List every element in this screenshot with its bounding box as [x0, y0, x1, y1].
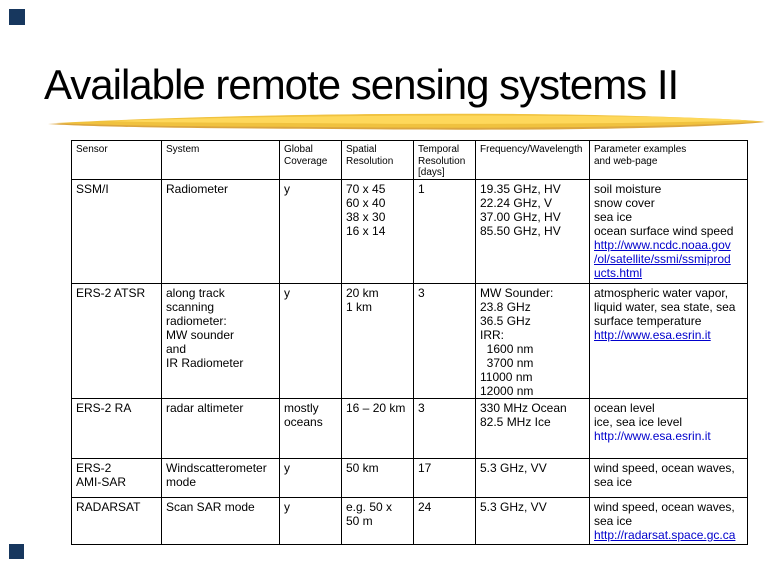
- header-cell-temporal-resolution: Temporal Resolution [days]: [414, 141, 476, 180]
- cell-sensor: ERS-2 ATSR: [72, 283, 162, 398]
- cell-frequency-wavelength: MW Sounder: 23.8 GHz 36.5 GHz IRR: 1600 nm 3700 nm 11000 nm 12000 nm: [476, 283, 590, 398]
- header-cell-parameters: Parameter examples and web-page: [590, 141, 748, 180]
- cell-temporal-resolution: 3: [414, 398, 476, 458]
- header-cell-global-coverage: Global Coverage: [280, 141, 342, 180]
- cell-parameters: atmospheric water vapor, liquid water, sea state, sea surface temperature http://www.esa.esrin.it: [590, 283, 748, 398]
- cell-sensor: SSM/I: [72, 179, 162, 283]
- corner-square-bottom-left: [9, 544, 24, 559]
- cell-parameters: ocean level ice, sea ice level http://www.esa.esrin.it: [590, 398, 748, 458]
- table-row: [72, 179, 748, 283]
- header-cell-frequency-wavelength: Frequency/Wavelength: [476, 141, 590, 180]
- cell-parameters: soil moisture snow cover sea ice ocean surface wind speed http://www.ncdc.noaa.gov /ol/satellite/ssmi/ssmiprod ucts.html: [590, 179, 748, 283]
- cell-global-coverage: y: [280, 179, 342, 283]
- table-row: [72, 398, 748, 458]
- cell-frequency-wavelength: 19.35 GHz, HV 22.24 GHz, V 37.00 GHz, HV 85.50 GHz, HV: [476, 179, 590, 283]
- table-header-row: [72, 141, 748, 180]
- cell-spatial-resolution: 16 – 20 km: [342, 398, 414, 458]
- cell-sensor: RADARSAT: [72, 497, 162, 544]
- table-row: [72, 497, 748, 544]
- cell-system: along track scanning radiometer: MW sounder and IR Radiometer: [162, 283, 280, 398]
- cell-spatial-resolution: 70 x 45 60 x 40 38 x 30 16 x 14: [342, 179, 414, 283]
- cell-parameters: wind speed, ocean waves, sea ice: [590, 458, 748, 497]
- cell-system: Windscatterometer mode: [162, 458, 280, 497]
- cell-system: radar altimeter: [162, 398, 280, 458]
- cell-frequency-wavelength: 330 MHz Ocean 82.5 MHz Ice: [476, 398, 590, 458]
- cell-temporal-resolution: 1: [414, 179, 476, 283]
- cell-global-coverage: y: [280, 497, 342, 544]
- cell-spatial-resolution: 20 km 1 km: [342, 283, 414, 398]
- cell-sensor: ERS-2 RA: [72, 398, 162, 458]
- cell-system: Radiometer: [162, 179, 280, 283]
- web-link[interactable]: http://radarsat.space.gc.ca: [594, 527, 736, 542]
- cell-global-coverage: y: [280, 458, 342, 497]
- cell-spatial-resolution: 50 km: [342, 458, 414, 497]
- header-cell-spatial-resolution: Spatial Resolution: [342, 141, 414, 180]
- table-row: [72, 283, 748, 398]
- cell-global-coverage: mostly oceans: [280, 398, 342, 458]
- slide-title: Available remote sensing systems II: [44, 61, 679, 108]
- table-body: [72, 179, 748, 544]
- web-link[interactable]: http://www.esa.esrin.it: [594, 327, 711, 342]
- sensor-systems-table: [71, 140, 748, 545]
- header-cell-system: System: [162, 141, 280, 180]
- cell-global-coverage: y: [280, 283, 342, 398]
- header-cell-sensor: Sensor: [72, 141, 162, 180]
- web-link[interactable]: http://www.esa.esrin.it: [594, 428, 711, 443]
- cell-spatial-resolution: e.g. 50 x 50 m: [342, 497, 414, 544]
- cell-temporal-resolution: 24: [414, 497, 476, 544]
- cell-sensor: ERS-2 AMI-SAR: [72, 458, 162, 497]
- cell-parameters: wind speed, ocean waves, sea ice http://radarsat.space.gc.ca: [590, 497, 748, 544]
- cell-frequency-wavelength: 5.3 GHz, VV: [476, 458, 590, 497]
- web-link[interactable]: http://www.ncdc.noaa.gov /ol/satellite/ssmi/ssmiprod ucts.html: [594, 237, 731, 280]
- cell-temporal-resolution: 3: [414, 283, 476, 398]
- cell-frequency-wavelength: 5.3 GHz, VV: [476, 497, 590, 544]
- corner-square-top-left: [9, 9, 25, 25]
- table-row: [72, 458, 748, 497]
- cell-temporal-resolution: 17: [414, 458, 476, 497]
- cell-system: Scan SAR mode: [162, 497, 280, 544]
- brush-stroke-underline: [48, 107, 766, 133]
